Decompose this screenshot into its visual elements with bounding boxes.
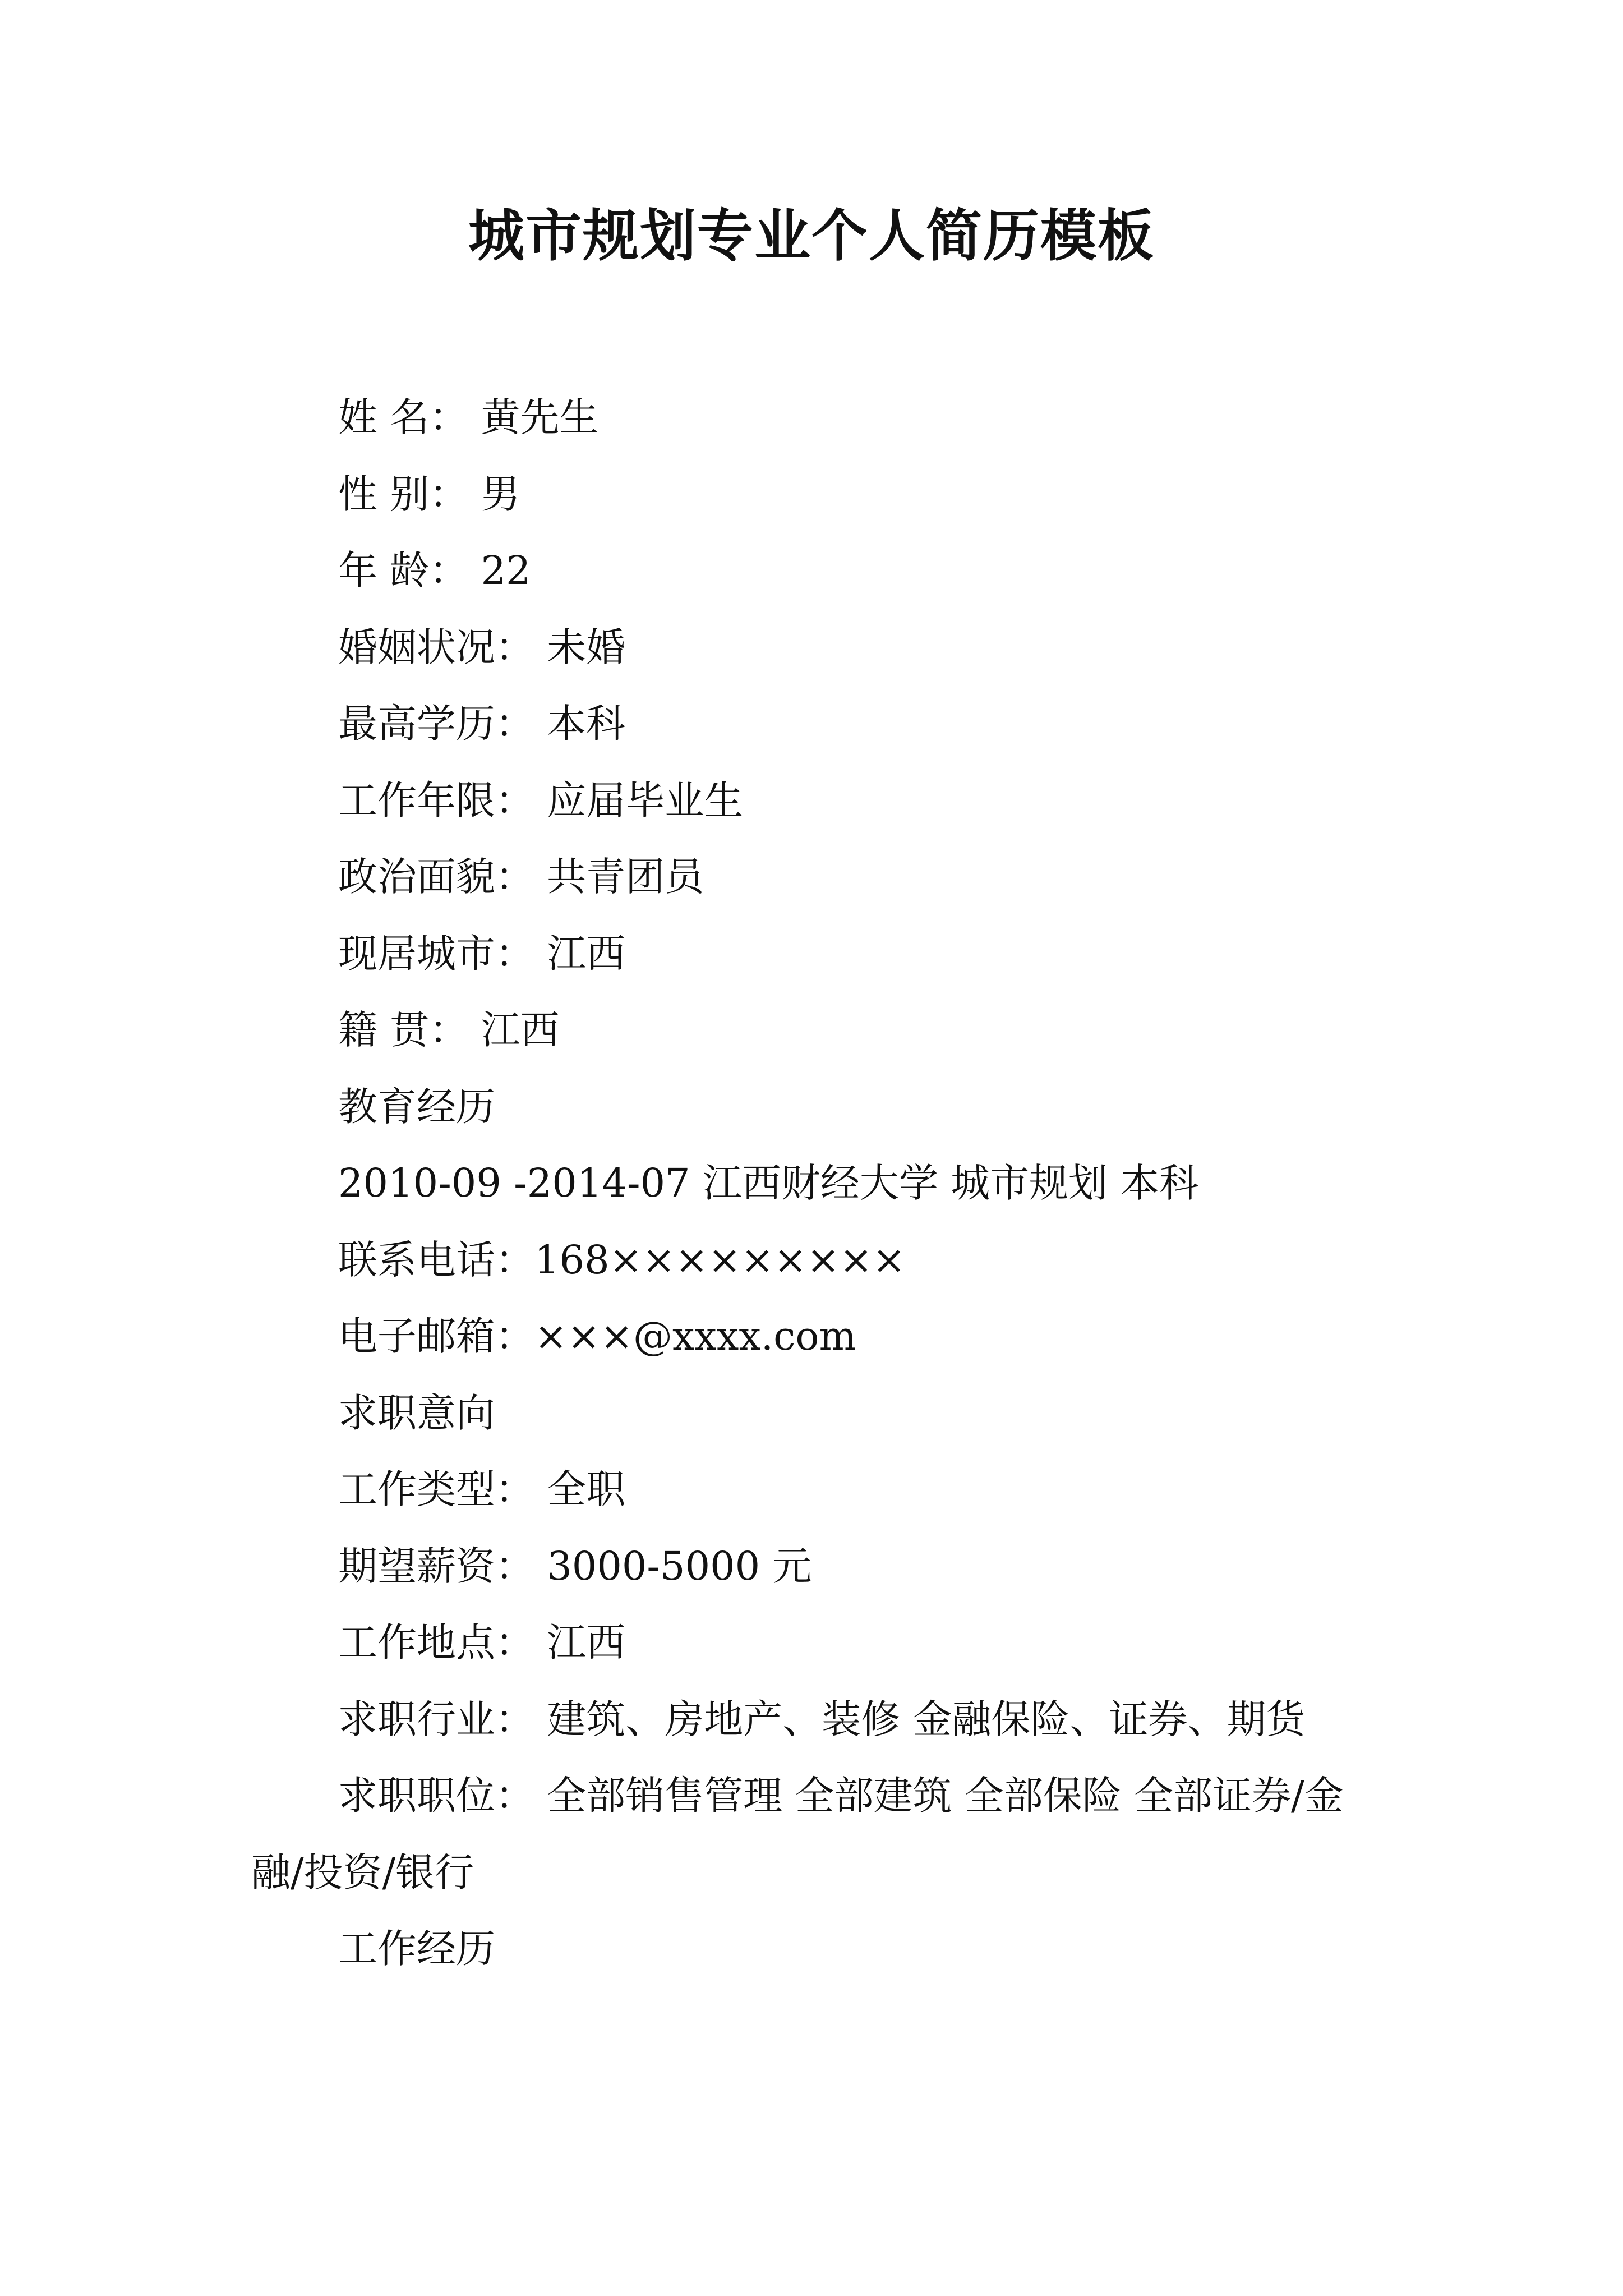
field-political-status: 政治面貌： 共青团员 (338, 854, 704, 900)
field-current-city: 现居城市： 江西 (338, 930, 626, 977)
field-phone: 联系电话：168××××××××× (338, 1236, 906, 1283)
field-name: 姓 名： 黄先生 (338, 394, 599, 440)
education-entry: 2010-09 -2014-07 江西财经大学 城市规划 本科 (338, 1160, 1199, 1206)
field-work-years: 工作年限： 应届毕业生 (338, 777, 744, 823)
field-age: 年 龄： 22 (338, 547, 531, 593)
field-target-industry: 求职行业： 建筑、房地产、装修 金融保险、证券、期货 (338, 1696, 1306, 1742)
field-native-place: 籍 贯： 江西 (338, 1007, 560, 1053)
field-job-type: 工作类型： 全职 (338, 1466, 626, 1512)
resume-body (251, 379, 1390, 1987)
field-marital-status: 婚姻状况： 未婚 (338, 624, 626, 670)
field-work-location: 工作地点： 江西 (338, 1619, 626, 1665)
field-expected-salary: 期望薪资： 3000-5000 元 (338, 1543, 812, 1589)
section-heading-education: 教育经历 (338, 1083, 495, 1130)
field-highest-education: 最高学历： 本科 (338, 701, 626, 747)
field-email: 电子邮箱：×××@xxxx.com (338, 1313, 856, 1359)
section-heading-job-intention: 求职意向 (338, 1389, 495, 1436)
document-title: 城市规划专业个人简历模板 (468, 203, 1155, 269)
field-target-position: 求职职位： 全部销售管理 全部建筑 全部保险 全部证券/金融/投资/银行 (251, 1773, 1344, 1895)
field-gender: 性 别： 男 (338, 471, 520, 517)
section-heading-work-experience: 工作经历 (338, 1926, 495, 1972)
